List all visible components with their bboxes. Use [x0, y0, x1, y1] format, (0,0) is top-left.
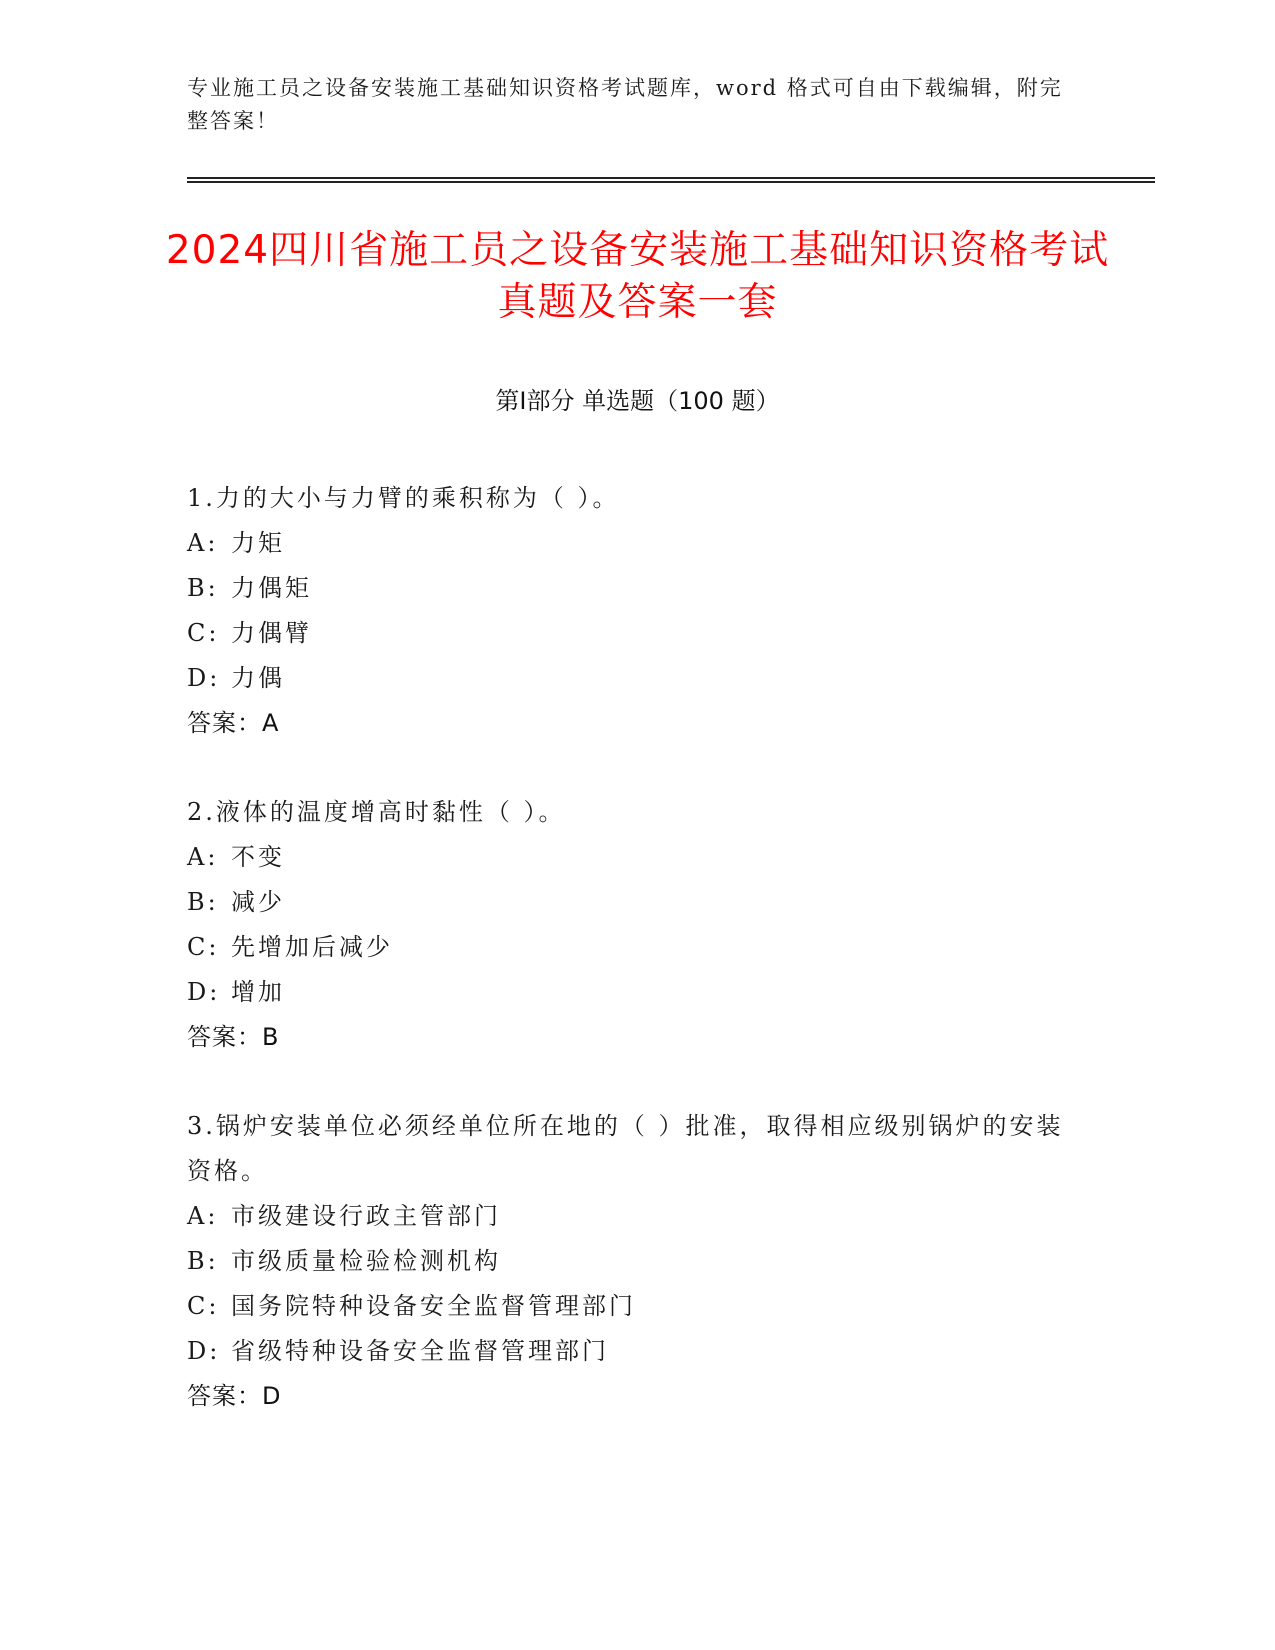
option-letter: C: — [187, 933, 220, 961]
option-b — [187, 1239, 1087, 1284]
option-d — [187, 970, 1087, 1015]
question-stem: 3.锅炉安装单位必须经单位所在地的（ ）批准，取得相应级别锅炉的安装资格。 — [187, 1112, 1064, 1185]
option-letter: D: — [187, 978, 221, 1006]
option-a — [187, 521, 1087, 566]
option-d — [187, 656, 1087, 701]
option-text: 省级特种设备安全监督管理部门 — [231, 1337, 609, 1365]
option-letter: A: — [187, 529, 219, 557]
question-2 — [187, 790, 1087, 1060]
option-letter: C: — [187, 619, 220, 647]
option-b — [187, 880, 1087, 925]
question-3 — [187, 1104, 1087, 1419]
option-text: 力矩 — [231, 529, 285, 557]
option-text: 国务院特种设备安全监督管理部门 — [231, 1292, 636, 1320]
answer-line: 答案：A — [187, 709, 280, 737]
divider-line-top — [187, 177, 1155, 179]
option-text: 先增加后减少 — [231, 933, 393, 961]
option-c — [187, 611, 1087, 656]
option-c — [187, 925, 1087, 970]
answer-line: 答案：D — [187, 1382, 282, 1410]
option-letter: C: — [187, 1292, 220, 1320]
question-stem: 1.力的大小与力臂的乘积称为（ ）。 — [187, 484, 620, 512]
option-text: 不变 — [231, 843, 285, 871]
option-letter: D: — [187, 1337, 221, 1365]
question-1 — [187, 476, 1087, 746]
option-b — [187, 566, 1087, 611]
option-letter: B: — [187, 574, 219, 602]
option-a — [187, 835, 1087, 880]
answer-line: 答案：B — [187, 1023, 280, 1051]
option-text: 市级建设行政主管部门 — [231, 1202, 501, 1230]
option-c — [187, 1284, 1087, 1329]
option-letter: D: — [187, 664, 221, 692]
question-list — [187, 476, 1087, 1463]
option-letter: A: — [187, 1202, 219, 1230]
option-text: 增加 — [231, 978, 285, 1006]
option-text: 力偶臂 — [231, 619, 312, 647]
option-text: 市级质量检验检测机构 — [231, 1247, 501, 1275]
option-text: 力偶矩 — [231, 574, 312, 602]
divider-line-bottom — [187, 181, 1155, 183]
header-note: 专业施工员之设备安装施工基础知识资格考试题库，word 格式可自由下载编辑，附完整答案！ — [187, 76, 1063, 133]
option-letter: B: — [187, 1247, 219, 1275]
header-divider — [187, 177, 1155, 183]
option-text: 力偶 — [231, 664, 285, 692]
question-stem: 2.液体的温度增高时黏性（ ）。 — [187, 798, 566, 826]
section-title: 第Ⅰ部分 单选题（100 题） — [495, 387, 780, 415]
option-a — [187, 1194, 1087, 1239]
document-title: 2024四川省施工员之设备安装施工基础知识资格考试真题及答案一套 — [165, 228, 1110, 325]
option-d — [187, 1329, 1087, 1374]
option-letter: B: — [187, 888, 219, 916]
option-text: 减少 — [231, 888, 285, 916]
option-letter: A: — [187, 843, 219, 871]
